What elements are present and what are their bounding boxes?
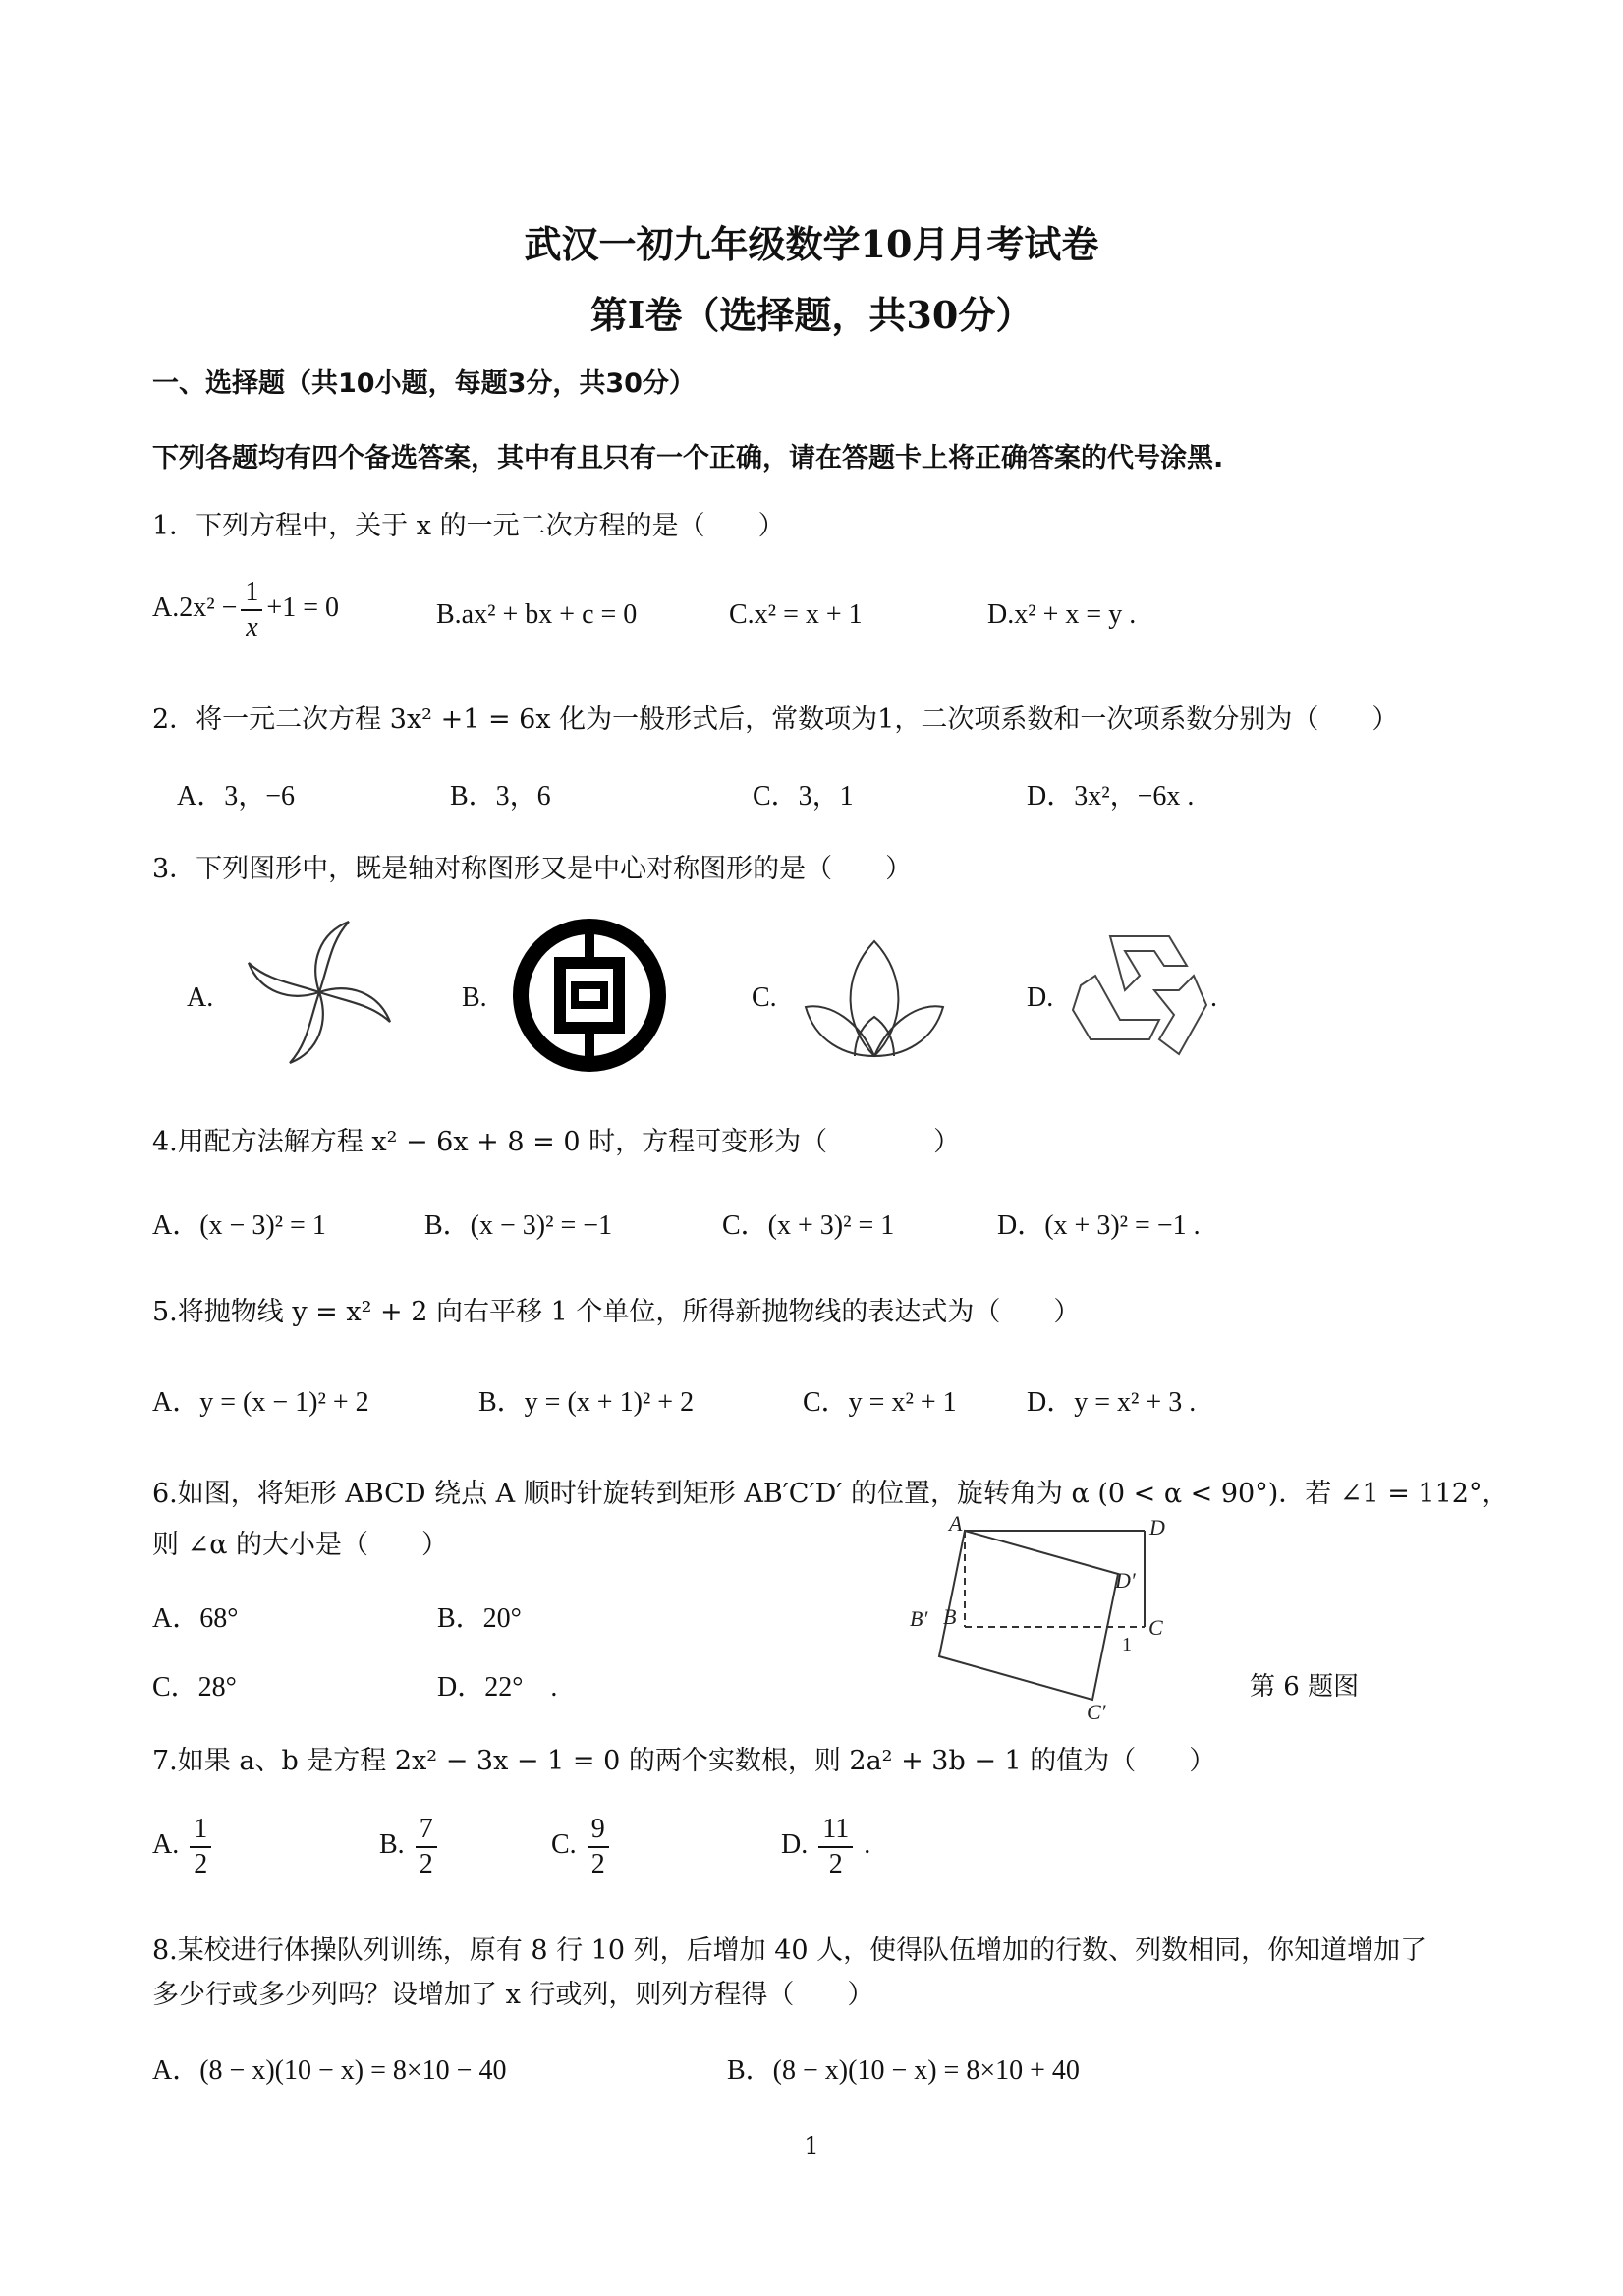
exam-title: 武汉一初九年级数学10月月考试卷 xyxy=(524,222,1099,266)
exam-subtitle: 第Ⅰ卷（选择题，共30分） xyxy=(589,293,1034,337)
q6-figure-caption: 第 6 题图 xyxy=(1250,1672,1360,1702)
q7-stem: 7.如果 a、b 是方程 2x² − 3x − 1 = 0 的两个实数根，则 2a² + 3b − 1 的值为（ ） xyxy=(152,1746,1216,1776)
q3-option-b-label: B. xyxy=(462,982,487,1013)
q3-option-d-label: D. xyxy=(1027,982,1054,1013)
q7-option-a: A. $\frac{1}{2}$ xyxy=(152,1813,215,1880)
q8-option-a: A．(8 − x)(10 − x) = 8×10 − 40 xyxy=(152,2055,507,2086)
q8-option-b: B．(8 − x)(10 − x) = 8×10 + 40 xyxy=(727,2055,1080,2086)
recycle-figure xyxy=(1071,931,1208,1059)
page-number: 1 xyxy=(804,2132,819,2159)
q4-option-c: C．(x + 3)² = 1 xyxy=(722,1210,895,1241)
fig-label-C: C xyxy=(1148,1615,1163,1640)
q6-option-c: C．28° xyxy=(152,1672,237,1703)
q6-option-d: D．22° . xyxy=(437,1672,558,1703)
q4-option-b: B．(x − 3)² = −1 xyxy=(424,1210,613,1241)
section-instruction: 下列各题均有四个备选答案，其中有且只有一个正确，请在答题卡上将正确答案的代号涂黑. xyxy=(152,443,1224,474)
q7-option-d: D. $\frac{11}{2}$ . xyxy=(781,1814,871,1879)
fig-label-B: B xyxy=(943,1604,957,1629)
fig-label-C-prime: C′ xyxy=(1087,1700,1106,1719)
q3-stem: 3．下列图形中，既是轴对称图形又是中心对称图形的是（ ） xyxy=(152,854,913,884)
fig-label-angle-1: 1 xyxy=(1122,1634,1132,1655)
lotus-figure xyxy=(801,933,948,1071)
q2-option-c: C．3，1 xyxy=(753,781,854,812)
q4-option-a: A．(x − 3)² = 1 xyxy=(152,1210,326,1241)
q3-option-d-tail: . xyxy=(1210,982,1217,1013)
q2-option-b: B．3，6 xyxy=(450,781,551,812)
q1-stem: 1．下列方程中，关于 x 的一元二次方程的是（ ） xyxy=(152,511,785,541)
q5-option-b: B．y = (x + 1)² + 2 xyxy=(478,1387,695,1418)
q6-stem-line2: 则 ∠α 的大小是（ ） xyxy=(152,1530,449,1560)
q5-option-c: C．y = x² + 1 xyxy=(803,1387,957,1418)
q3-option-c-label: C. xyxy=(752,982,777,1013)
coin-figure xyxy=(506,912,673,1079)
pinwheel-figure xyxy=(236,909,403,1076)
q5-stem: 5.将抛物线 y = x² + 2 向右平移 1 个单位，所得新抛物线的表达式为（ ） xyxy=(152,1297,1081,1327)
q5-option-a: A．y = (x − 1)² + 2 xyxy=(152,1387,369,1418)
q4-stem: 4.用配方法解方程 x² − 6x + 8 = 0 时，方程可变形为（ ） xyxy=(152,1127,961,1157)
fig-label-A: A xyxy=(949,1513,963,1536)
rotated-rectangle-figure xyxy=(904,1513,1218,1719)
section-heading: 一、选择题（共10小题，每题3分，共30分） xyxy=(152,368,696,399)
fig-label-D-prime: D′ xyxy=(1115,1568,1136,1593)
q2-stem: 2．将一元二次方程 3x² +1 = 6x 化为一般形式后，常数项为1，二次项系数和一次项系数分别为（ ） xyxy=(152,704,1399,735)
q6-option-b: B．20° xyxy=(437,1603,522,1634)
fig-label-B-prime: B′ xyxy=(910,1606,928,1631)
q2-option-d: D．3x²，−6x . xyxy=(1027,781,1195,812)
q6-option-a: A．68° xyxy=(152,1603,239,1634)
q1-option-a: A.2x² − $\frac{1}{x}$ +1 = 0 xyxy=(152,577,340,643)
q6-stem-line1: 6.如图，将矩形 ABCD 绕点 A 顺时针旋转到矩形 AB′C′D′ 的位置，旋转角为 α (0 < α < 90°)．若 ∠1 = 112°， xyxy=(152,1479,1509,1509)
q7-option-b: B. $\frac{7}{2}$ xyxy=(379,1813,441,1880)
q8-stem-line2: 多少行或多少列吗？设增加了 x 行或列，则列方程得（ ） xyxy=(152,1980,874,2010)
q1-option-b: B.ax² + bx + c = 0 xyxy=(436,599,638,630)
fig-label-D: D xyxy=(1149,1515,1165,1540)
q1-option-d: D.x² + x = y . xyxy=(987,599,1137,630)
q1-option-c: C.x² = x + 1 xyxy=(729,599,863,630)
q7-option-c: C. $\frac{9}{2}$ xyxy=(551,1813,613,1880)
q3-option-a-label: A. xyxy=(187,982,214,1013)
q8-stem-line1: 8.某校进行体操队列训练，原有 8 行 10 列，后增加 40 人，使得队伍增加的行数、列数相同，你知道增加了 xyxy=(152,1935,1427,1966)
q4-option-d: D．(x + 3)² = −1 . xyxy=(997,1210,1201,1241)
q5-option-d: D．y = x² + 3 . xyxy=(1027,1387,1197,1418)
q2-option-a: A．3，−6 xyxy=(177,781,296,812)
